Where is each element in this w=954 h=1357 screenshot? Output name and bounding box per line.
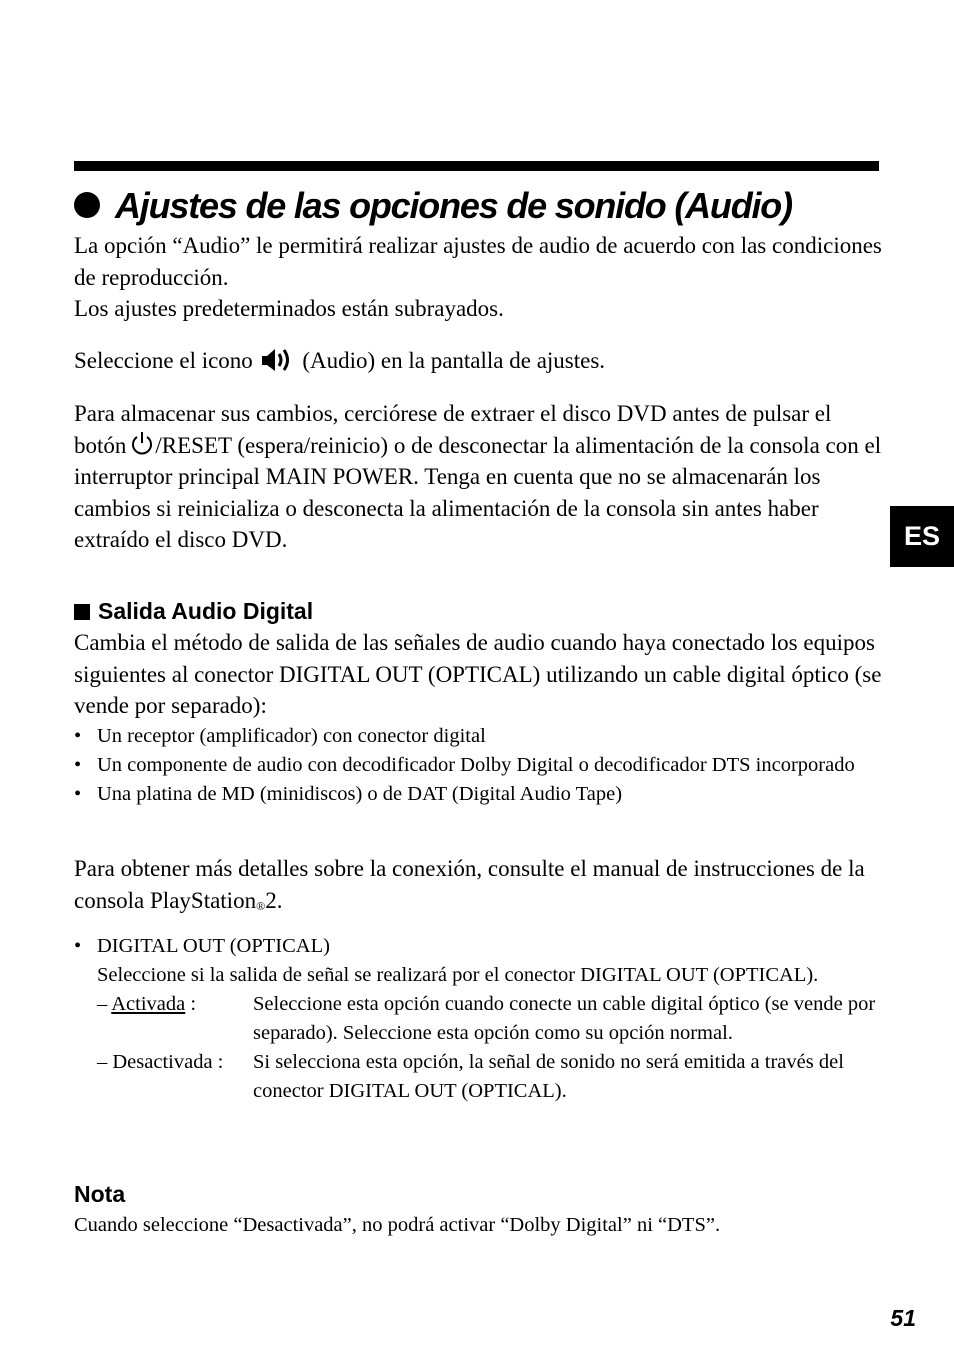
option-desactivada: – Desactivada : Si selecciona esta opción, la señal de sonido no será emitida a través del conector DIGITAL OUT (OPTICAL). [97,1048,884,1106]
option-description: Seleccione esta opción cuando conecte un cable digital óptico (se vende por separado). Seleccione esta opción como su opción normal. [253,993,876,1044]
option-description: Si selecciona esta opción, la señal de sonido no será emitida a través del conector DIGITAL OUT (OPTICAL). [253,1051,844,1102]
equipment-list [74,722,884,809]
power-standby-icon [130,431,154,455]
language-tab: ES [890,506,954,567]
section-title [74,178,792,234]
option-label: Desactivada [112,1051,213,1073]
bullet-circle-icon [74,192,100,218]
setting-item [74,932,884,1106]
subsection-paragraph: Cambia el método de salida de las señales de audio cuando haya conectado los equipos siguientes al conector DIGITAL OUT (OPTICAL) utilizando un cable digital óptico (se vende por separado): [74,630,882,718]
connection-info: Para obtener más detalles sobre la conexión, consulte el manual de instrucciones de la consola PlayStation®2. [74,856,865,913]
note-text: Cuando seleccione “Desactivada”, no podrá activar “Dolby Digital” ni “DTS”. [74,1214,721,1236]
registered-mark: ® [256,898,266,913]
list-item: • Un componente de audio con decodificador Dolby Digital o decodificador DTS incorporado [74,751,884,780]
default-note: Los ajustes predeterminados están subrayados. [74,296,504,321]
intro-paragraph: La opción “Audio” le permitirá realizar ajustes de audio de acuerdo con las condiciones de reproducción. [74,233,882,290]
setting-description: Seleccione si la salida de señal se realizará por el conector DIGITAL OUT (OPTICAL). [97,964,819,986]
setting-block [74,932,884,1106]
page-number: 51 [890,1305,916,1331]
setting-name: • DIGITAL OUT (OPTICAL) [97,935,330,957]
list-item: • Un receptor (amplificador) con conector digital [74,722,884,751]
square-bullet-icon [74,604,90,620]
select-icon-line: Seleccione el icono (Audio) en la pantalla de ajustes. [74,345,884,377]
section-title-text: Ajustes de las opciones de sonido (Audio) [115,185,792,226]
option-activada: – Activada : Seleccione esta opción cuando conecte un cable digital óptico (se vende por separado). Seleccione esta opción como su opción normal. [97,990,884,1048]
header-rule [74,161,879,171]
note-heading: Nota [74,1181,126,1207]
speaker-sound-icon [261,345,295,375]
subsection-heading: Salida Audio Digital [74,596,313,626]
list-item: • Una platina de MD (minidiscos) o de DAT (Digital Audio Tape) [74,780,884,809]
option-label: Activada [111,993,186,1015]
store-changes-paragraph: Para almacenar sus cambios, cerciórese de extraer el disco DVD antes de pulsar el botón /RESET (espera/reinicio) o de desconectar la alimentación de la consola con el interruptor principal MAIN POWER. Tenga en cuenta que no se almacenarán los cambios si reinicializa o desconecta la alimentación de la consola sin antes haber extraído el disco DVD. [74,401,882,552]
